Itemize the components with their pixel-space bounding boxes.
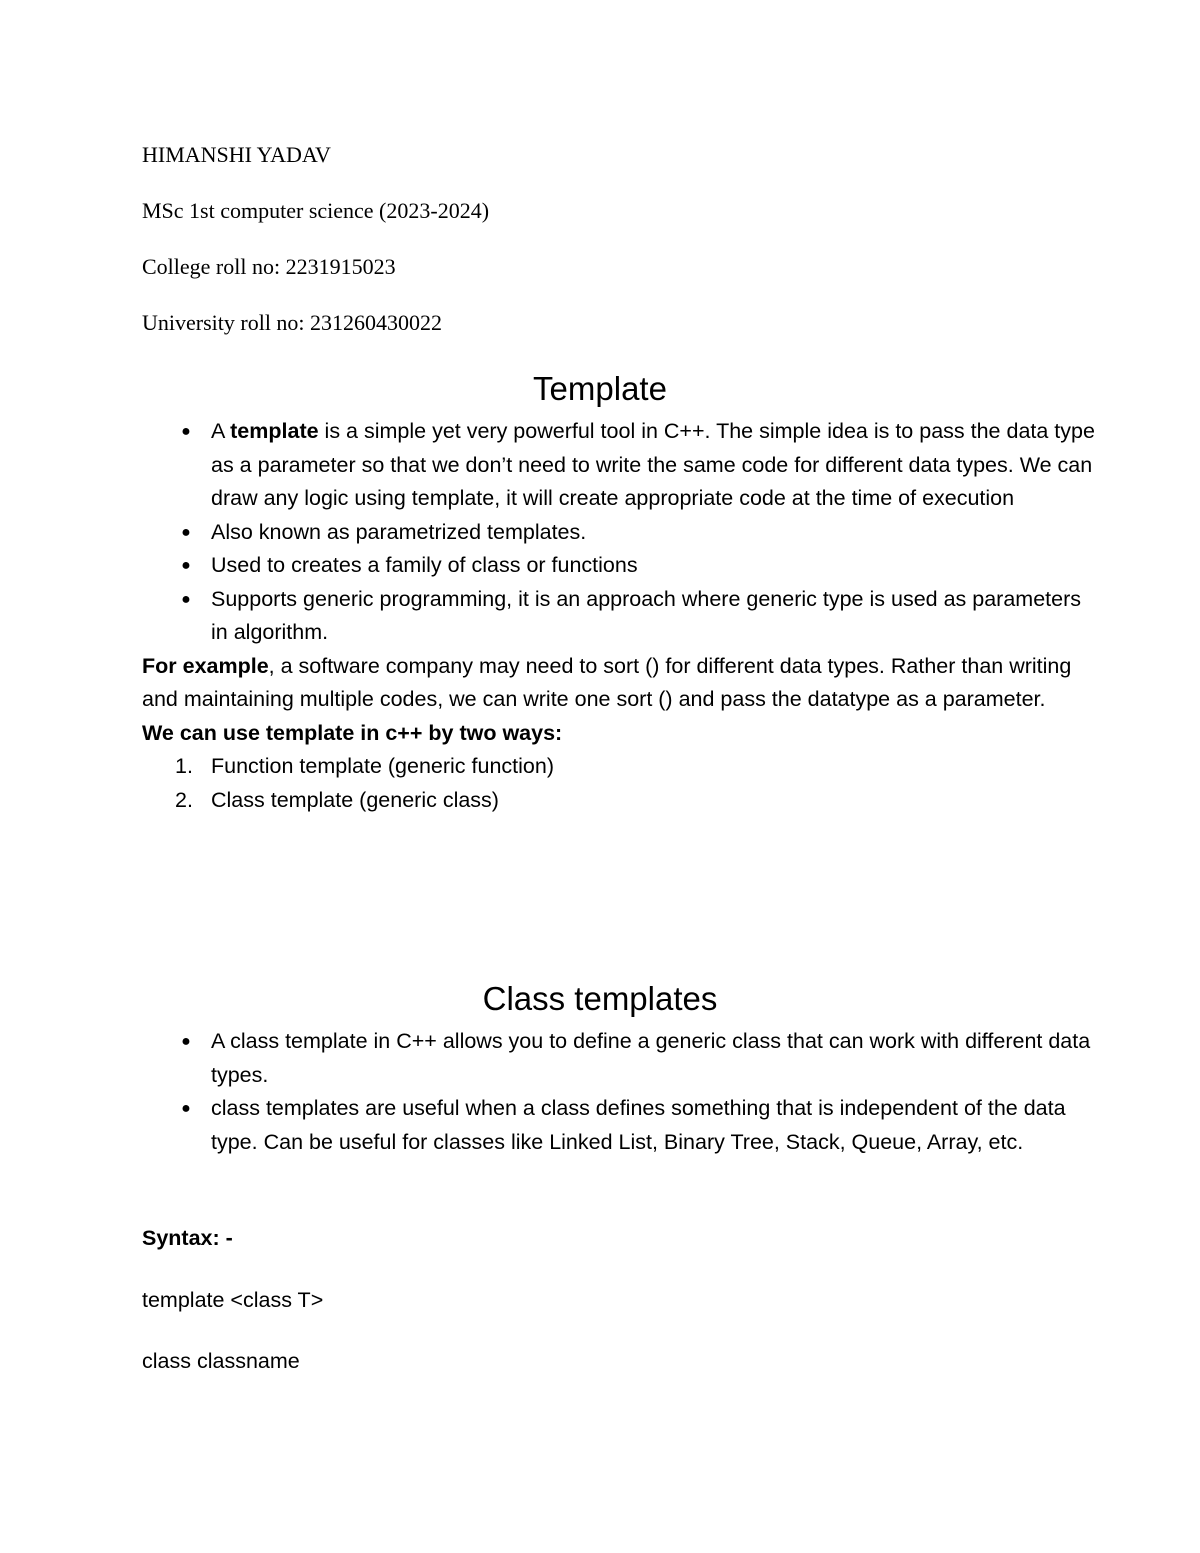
author-name: HIMANSHI YADAV xyxy=(142,142,331,167)
list-item xyxy=(142,516,1102,550)
bold-term: template xyxy=(230,419,319,443)
bullet-text: is a simple yet very powerful tool in C++. The simple idea is to pass the data type as a parameter so that we don’t need to write the same code for different data types. We can draw any logic using template, it will create appropriate code at the time of execution xyxy=(211,419,1095,510)
course-line: MSc 1st computer science (2023-2024) xyxy=(142,198,490,223)
list-item xyxy=(142,1092,1102,1159)
list-item-text: Class template (generic class) xyxy=(211,787,499,812)
bullet-dot-icon: ● xyxy=(181,1100,191,1117)
template-bullet-list xyxy=(142,415,1102,817)
bullet-dot-icon: ● xyxy=(181,423,191,440)
list-item-text: Function template (generic function) xyxy=(211,754,554,778)
list-item xyxy=(142,549,1102,583)
university-roll: University roll no: 231260430022 xyxy=(142,310,443,335)
bullet-dot-icon: ● xyxy=(181,557,191,574)
syntax-label-text: Syntax: - xyxy=(142,1226,233,1250)
syntax-line-2: class classname xyxy=(142,1349,300,1373)
ways-heading xyxy=(142,717,1102,751)
bullet-text: Also known as parametrized templates. xyxy=(211,519,587,544)
example-label: For example xyxy=(142,653,269,678)
list-item xyxy=(142,750,1102,784)
list-number: 2. xyxy=(175,787,193,812)
ways-list xyxy=(142,750,1102,817)
list-number: 1. xyxy=(175,754,193,778)
section-title-template: Template xyxy=(533,370,667,407)
ways-heading-text: We can use template in c++ by two ways: xyxy=(142,720,563,745)
bullet-dot-icon: ● xyxy=(181,1033,191,1050)
bullet-text: A class template in C++ allows you to define a generic class that can work with different data types. xyxy=(211,1029,1091,1087)
bullet-text: class templates are useful when a class defines something that is independent of the data type. Can be useful for classes like Linked List, Binary Tree, Stack, Queue, Array, etc. xyxy=(211,1096,1066,1154)
list-item xyxy=(142,415,1102,516)
bullet-text: Supports generic programming, it is an approach where generic type is used as parameters in algorithm. xyxy=(211,586,1082,644)
list-item xyxy=(142,784,1102,818)
college-roll: College roll no: 2231915023 xyxy=(142,254,396,279)
syntax-label xyxy=(142,1222,1102,1256)
list-item xyxy=(142,583,1102,650)
bullet-text: Used to creates a family of class or functions xyxy=(211,553,638,577)
syntax-line-1: template <class T> xyxy=(142,1288,324,1312)
list-item xyxy=(142,1025,1102,1092)
example-paragraph xyxy=(142,650,1102,717)
bullet-dot-icon: ● xyxy=(181,590,191,608)
class-template-bullet-list xyxy=(142,1025,1102,1159)
bullet-prefix: A xyxy=(211,419,231,443)
section-title-class-templates: Class templates xyxy=(482,980,718,1017)
bullet-dot-icon: ● xyxy=(181,523,191,541)
example-text: , a software company may need to sort () for different data types. Rather than writing and maintaining multiple codes, we can write one sort () and pass the datatype as a parameter. xyxy=(142,653,1072,711)
